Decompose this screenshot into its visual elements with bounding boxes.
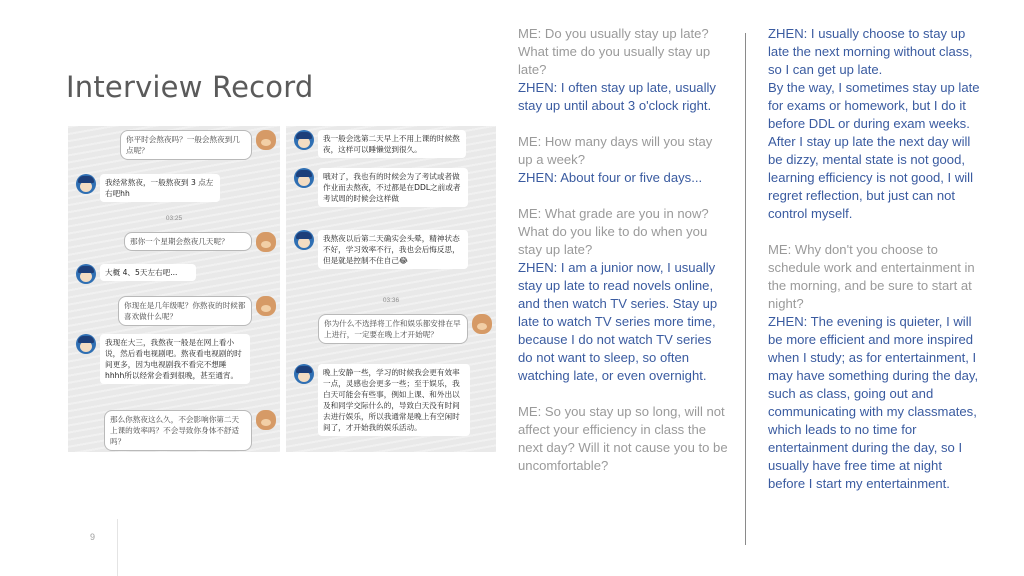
transcript-column-2 [768, 25, 982, 493]
answer-text: ZHEN: The evening is quieter, I will be more efficient and more inspired when I study; as for entertainment, I may have something during the day, such as class, going out and communicating with my classmates, which leads to no time for entertainment during the day, so I usually have free time at night before I start my entertainment. [768, 314, 979, 491]
question-text: ME: So you stay up so long, will not affect your efficiency in class the next day? Will it not cause you to be uncomfortable? [518, 404, 728, 473]
chat-bubble: 你为什么不选择将工作和娱乐都安排在早上进行，一定要在晚上才开始呢？ [318, 314, 468, 344]
answer-text: ZHEN: About four or five days... [518, 170, 703, 185]
user-avatar-icon [294, 168, 314, 188]
chat-message [100, 410, 276, 451]
chat-bubble: 哦对了，我也有的时候会为了考试或者做作业而去熬夜，不过都是在DDL之前或者考试周的时候会这样做 [318, 168, 468, 207]
user-avatar-icon [294, 364, 314, 384]
chat-bubble: 我一般会选第二天早上不用上课的时候熬夜，这样可以睡懒觉到很久。 [318, 130, 466, 158]
chat-bubble: 我现在大三，我熬夜一般是在网上看小说，然后看电视剧吧。熬夜看电视剧的时间更多，因为电视剧我不看完不想睡hhhh所以经常会看到很晚，甚至通宵。 [100, 334, 250, 384]
answer-text: By the way, I sometimes stay up late for exams or homework, but I do it before DDL or during exam weeks. [768, 80, 980, 131]
chat-message [294, 130, 470, 158]
chat-bubble: 晚上安静一些，学习的时候我会更有效率一点，灵感也会更多一些；至于娱乐，我白天可能会有些事，例如上课、和外出以及和同学交际什么的，导致白天没有时间去进行娱乐，所以我通常是晚上有空闲时间了，才开始我的娱乐活动。 [318, 364, 470, 436]
answer-text: ZHEN: I often stay up late, usually stay up until about 3 o'clock right. [518, 80, 716, 113]
user-avatar-icon [76, 174, 96, 194]
transcript-column-1 [518, 25, 728, 475]
answer-text: ZHEN: I usually choose to stay up late the next morning without class, so I can get up late. [768, 26, 973, 77]
answer-text: After I stay up late the next day will be dizzy, mental state is not good, learning efficiency is not good, I will regret reflection, but just can not control myself. [768, 134, 974, 221]
question-text: ME: How many days will you stay up a week? [518, 134, 713, 167]
bear-avatar-icon [256, 296, 276, 316]
chat-screenshot-left [68, 126, 280, 452]
chat-message [76, 174, 224, 202]
user-avatar-icon [294, 230, 314, 250]
chat-bubble: 那么你熬夜这么久，不会影响你第二天上课的效率吗？不会导致你身体不舒适吗？ [104, 410, 252, 451]
question-text: ME: Why don't you choose to schedule work and entertainment in the morning, and be sure to start at night? [768, 242, 975, 311]
question-text: ME: Do you usually stay up late? What time do you usually stay up late? [518, 26, 711, 77]
bear-avatar-icon [256, 130, 276, 150]
chat-screenshot-right [286, 126, 496, 452]
chat-bubble: 你平时会熬夜吗？一般会熬夜到几点呢？ [120, 130, 252, 160]
question-text: ME: What grade are you in now? What do you like to do when you stay up late? [518, 206, 709, 257]
column-divider [745, 33, 746, 545]
user-avatar-icon [294, 130, 314, 150]
slide-title: Interview Record [66, 70, 314, 104]
page-number: 9 [90, 532, 96, 542]
chat-timestamp: 03:36 [382, 297, 400, 304]
chat-bubble: 我熬夜以后第二天确实会头晕，精神状态不好，学习效率不行，我也会后悔反思，但是就是控制不住自己😂 [318, 230, 468, 269]
chat-message [294, 168, 472, 207]
footer-divider [117, 519, 118, 576]
bear-avatar-icon [472, 314, 492, 334]
user-avatar-icon [76, 334, 96, 354]
user-avatar-icon [76, 264, 96, 284]
chat-message [314, 314, 492, 344]
answer-text: ZHEN: I am a junior now, I usually stay up late to read novels online, and then watch TV series. Stay up late to watch TV series more time, because I do not watch TV series do not want to sleep, so often watching late, or even overnight. [518, 260, 718, 383]
chat-timestamp: 03:25 [165, 215, 183, 222]
chat-message [294, 230, 472, 269]
chat-bubble: 你现在是几年级呢？你熬夜的时候都喜欢做什么呢？ [118, 296, 252, 326]
chat-bubble: 大概 4、5天左右吧... [100, 264, 196, 281]
bear-avatar-icon [256, 410, 276, 430]
chat-message [116, 130, 276, 160]
chat-message [76, 334, 254, 384]
chat-bubble: 那你一个星期会熬夜几天呢？ [124, 232, 252, 251]
bear-avatar-icon [256, 232, 276, 252]
chat-message [76, 264, 200, 284]
chat-bubble: 我经常熬夜，一般熬夜到 3 点左右吧hh [100, 174, 220, 202]
chat-message [294, 364, 474, 436]
chat-message [114, 296, 276, 326]
chat-message [120, 232, 276, 252]
